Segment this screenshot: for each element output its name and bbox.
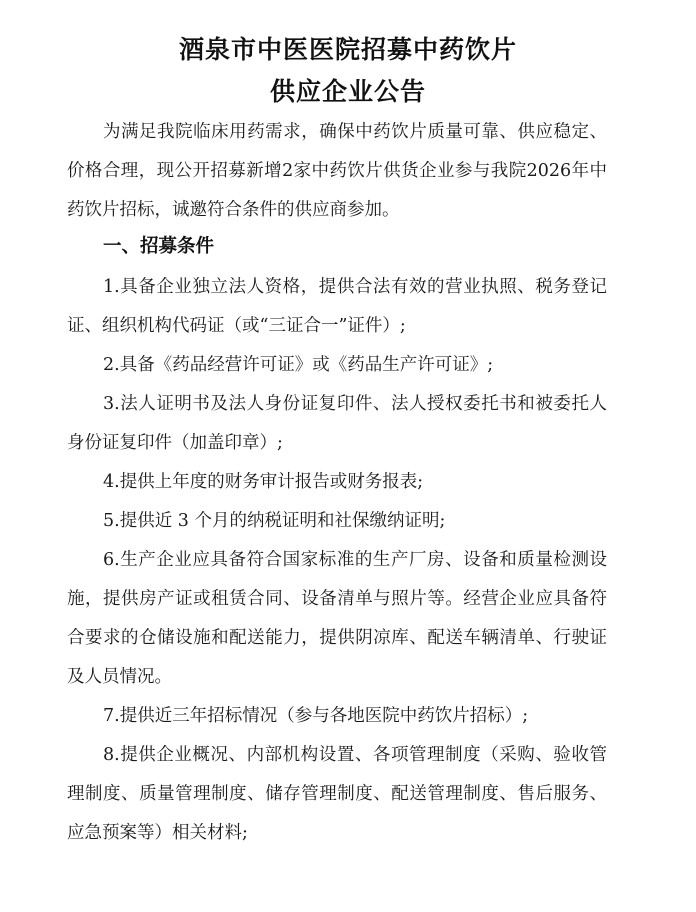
intro-paragraph: 为满足我院临床用药需求，确保中药饮片质量可靠、供应稳定、价格合理，现公开招募新增2家中药饮片供货企业参与我院2026年中药饮片招标，诚邀符合条件的供应商参加。	[67, 122, 607, 220]
condition-item-4: 4.提供上年度的财务审计报告或财务报表;	[103, 472, 424, 492]
section-heading-recruitment-conditions: 一、招募条件	[103, 236, 215, 257]
condition-item-2: 2.具备《药品经营许可证》或《药品生产许可证》;	[103, 355, 494, 375]
condition-item-7: 7.提供近三年招标情况（参与各地医院中药饮片招标）;	[103, 706, 529, 726]
document-title-line-2: 供应企业公告	[269, 77, 426, 106]
condition-item-1: 1.具备企业独立法人资格，提供合法有效的营业执照、税务登记证、组织机构代码证（或“三证合一”证件）;	[67, 277, 607, 336]
condition-item-5: 5.提供近 3 个月的纳税证明和社保缴纳证明;	[103, 511, 446, 531]
condition-item-6: 6.生产企业应具备符合国家标准的生产厂房、设备和质量检测设施，提供房产证或租赁合同、设备清单与照片等。经营企业应具备符合要求的仓储设施和配送能力，提供阴凉库、配送车辆清单、行驶证及人员情况。	[67, 550, 607, 687]
document-title-line-1: 酒泉市中医医院招募中药饮片	[178, 35, 517, 64]
condition-item-3: 3.法人证明书及法人身份证复印件、法人授权委托书和被委托人身份证复印件（加盖印章）;	[67, 394, 607, 453]
condition-item-8: 8.提供企业概况、内部机构设置、各项管理制度（采购、验收管理制度、质量管理制度、储存管理制度、配送管理制度、售后服务、应急预案等）相关材料;	[67, 745, 607, 843]
